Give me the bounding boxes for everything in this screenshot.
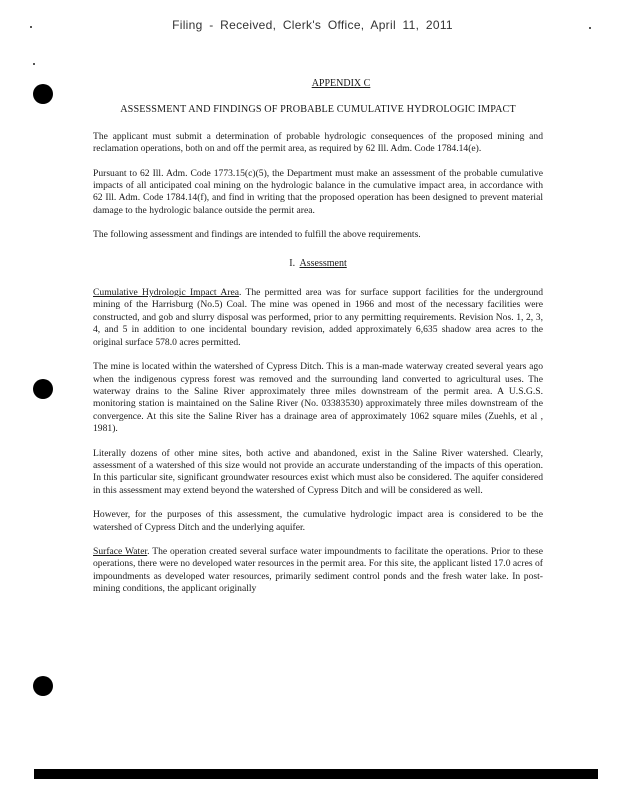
surface-water-paragraph: Surface Water. The operation created several surface water impoundments to facilitate the operations. Prior to these operations, there were no developed water resources in the permit area. For this site, the applicant listed 17.0 acres of impoundments as developed water resources, primarily sediment control ponds and the fresh water lake. In post-mining conditions, the applicant originally <box>93 545 543 595</box>
document-title: ASSESSMENT AND FINDINGS OF PROBABLE CUMULATIVE HYDROLOGIC IMPACT <box>120 104 516 116</box>
cumulative-area-text: The permitted area was for surface support facilities for the underground mining of the Harrisburg (No.5) Coal. The mine was opened in 1966 and most of the necessary facilities were constructed, and gob and slurry disposal was performed, prior to any permitting requirements. Revision Nos. 1, 2, 3, 4, and 5 in addition to one incidental boundary revision, added approximately 6,635 shadow area acres to the original surface 578.0 acres permitted. <box>93 287 543 348</box>
surface-water-text: The operation created several surface water impoundments to facilitate the operations. Prior to these operations, there were no developed water resources in the permit area. For this site, the applicant listed 17.0 acres of impoundments as developed water resources, primarily sediment control ponds and the fresh water lake. In post-mining conditions, the applicant originally <box>93 545 543 595</box>
section-heading <box>93 258 543 270</box>
appendix-label: APPENDIX C <box>311 78 371 89</box>
scan-speck <box>589 27 591 29</box>
binder-hole <box>33 676 53 696</box>
cumulative-area-heading: Cumulative Hydrologic Impact Area <box>93 287 239 299</box>
scan-speck <box>33 63 35 65</box>
purpose-paragraph: The following assessment and findings are intended to fulfill the above requirements. <box>93 229 421 241</box>
section-number: I. <box>289 257 296 269</box>
binder-hole <box>33 84 53 104</box>
cumulative-area-paragraph: Cumulative Hydrologic Impact Area. The permitted area was for surface support facilities for the underground mining of the Harrisburg (No.5) Coal. The mine was opened in 1966 and most of the necessary facilities were constructed, and gob and slurry disposal was performed, prior to any permitting requirements. Revision Nos. 1, 2, 3, 4, and 5 in addition to one incidental boundary revision, added approximately 6,635 shadow area acres to the original surface 578.0 acres permitted. <box>93 287 543 348</box>
binder-hole <box>33 379 53 399</box>
document-body <box>93 78 543 608</box>
intro-paragraph: The applicant must submit a determination of probable hydrologic consequences of the proposed mining and reclamation operations, both on and off the permit area, as required by 62 Ill. Adm. Code 1784.14(e). <box>93 130 543 155</box>
filing-stamp: Filing - Received, Clerk's Office, April 11, 2011 <box>172 18 453 32</box>
watershed-paragraph: The mine is located within the watershed of Cypress Ditch. This is a man-made waterway created several years ago when the indigenous cypress forest was removed and the surrounding land converted to agricultural uses. The waterway drains to the Saline River approximately three miles downstream of the permit area. A U.S.G.S. monitoring station is maintained on the Saline River (No. 03383530) approximately three miles downstream of the convergence. At this site the Saline River has a drainage area of approximately 1062 square miles (Zuehls, et al , 1981). <box>93 361 543 435</box>
section-title: Assessment <box>299 257 347 269</box>
impact-area-paragraph: However, for the purposes of this assessment, the cumulative hydrologic impact area is considered to be the watershed of Cypress Ditch and the underlying aquifer. <box>93 509 543 533</box>
pursuant-paragraph: Pursuant to 62 Ill. Adm. Code 1773.15(c)(5), the Department must make an assessment of the probable cumulative impacts of all anticipated coal mining on the hydrologic balance in the cumulative impact area, in accordance with 62 Ill. Adm. Code 1784.14(f), and find in writing that the proposed operation has been designed to prevent material damage to the hydrologic balance outside the permit area. <box>93 167 543 216</box>
surface-water-heading: Surface Water <box>93 545 148 557</box>
scan-speck <box>30 26 32 28</box>
scan-edge-bar <box>34 769 598 779</box>
mine-sites-paragraph: Literally dozens of other mine sites, both active and abandoned, exist in the Saline River watershed. Clearly, assessment of a watershed of this size would not provide an accurate understanding of the impacts of this operation. In this particular site, significant groundwater resources exist which must also be considered. The aquifer considered in this assessment may extend beyond the watershed of Cypress Ditch and will be considered as well. <box>93 447 543 496</box>
